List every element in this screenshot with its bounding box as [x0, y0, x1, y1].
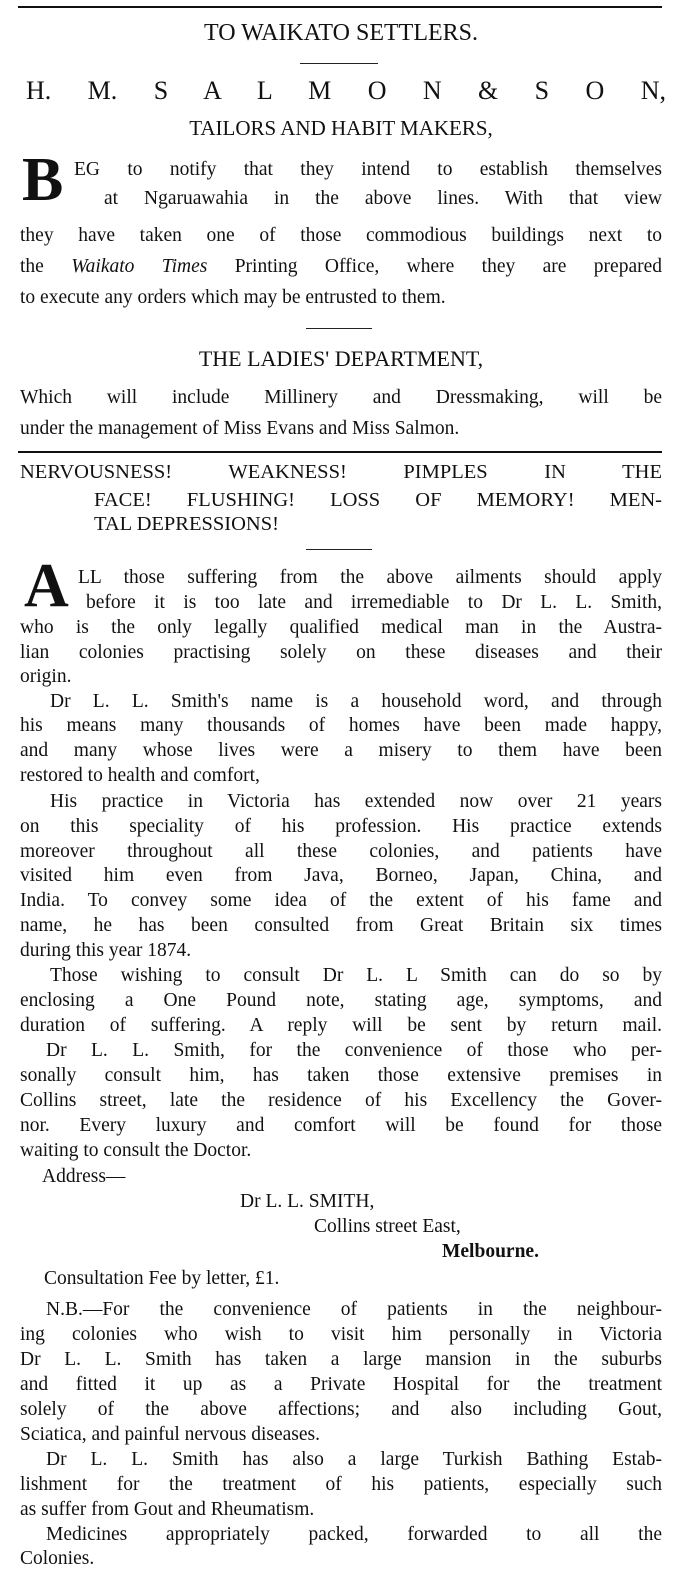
- short-divider: [300, 63, 378, 64]
- text-line: Sciatica, and painful nervous diseases.: [20, 1424, 320, 1445]
- text-line: Dr L. L. Smith has also a large Turkish Bathing Estab-: [46, 1449, 662, 1470]
- ad-header: TO WAIKATO SETTLERS.: [203, 20, 478, 46]
- text-line: Collins street, late the residence of his Excellency the Gover-: [20, 1090, 662, 1111]
- short-divider: [306, 549, 372, 550]
- text-line: origin.: [20, 666, 72, 687]
- text-line: N.B.—For the convenience of patients in the neighbour-: [46, 1299, 662, 1320]
- text-line: EG to notify that they intend to establish themselves: [74, 159, 662, 180]
- text-line: ing colonies who wish to visit him personally in Victoria: [20, 1324, 662, 1345]
- text-line: his means many thousands of homes have been made happy,: [20, 715, 662, 736]
- text-line: under the management of Miss Evans and Miss Salmon.: [20, 418, 460, 439]
- text-line: His practice in Victoria has extended now over 21 years: [50, 791, 662, 812]
- address-label: Address—: [42, 1166, 126, 1187]
- text-line: on this speciality of his profession. His practice extends: [20, 816, 662, 837]
- firm-name: H. M. S A L M O N & S O N,: [26, 76, 666, 105]
- text-line: waiting to consult the Doctor.: [20, 1140, 252, 1161]
- text-line: at Ngaruawahia in the above lines. With that view: [104, 188, 662, 209]
- text-line: Dr L. L. Smith, for the convenience of those who per-: [46, 1040, 662, 1061]
- text-line: name, he has been consulted from Great Britain six times: [20, 915, 662, 936]
- dept-heading: THE LADIES' DEPARTMENT,: [198, 346, 484, 371]
- text-line: Medicines appropriately packed, forwarded to all the: [46, 1524, 662, 1545]
- text-line: Those wishing to consult Dr L. L Smith can do so by: [50, 965, 662, 986]
- address-line: Dr L. L. SMITH,: [240, 1191, 375, 1212]
- top-rule: [18, 6, 662, 8]
- short-divider: [306, 328, 372, 329]
- consultation-fee: Consultation Fee by letter, £1.: [44, 1268, 280, 1289]
- text-line: and fitted it up as a Private Hospital for the treatment: [20, 1374, 662, 1395]
- text-line: Dr L. L. Smith's name is a household word, and through: [50, 691, 662, 712]
- text-line: enclosing a One Pound note, stating age, symptoms, and: [20, 990, 662, 1011]
- text-line: Colonies.: [20, 1548, 95, 1569]
- text-line: Which will include Millinery and Dressmaking, will be: [20, 387, 662, 408]
- text-line: duration of suffering. A reply will be sent by return mail.: [20, 1015, 662, 1036]
- text-line: to execute any orders which may be entrusted to them.: [20, 287, 446, 308]
- text-line-rest: Printing Office, where they are prepared: [234, 256, 662, 277]
- firm-trade: TAILORS AND HABIT MAKERS,: [189, 116, 493, 140]
- text-line: [20, 255, 662, 279]
- headline-line: NERVOUSNESS! WEAKNESS! PIMPLES IN THE: [20, 461, 662, 483]
- word-the: the: [20, 256, 44, 277]
- text-line: moreover throughout all these colonies, and patients have: [20, 841, 662, 862]
- address-line: Melbourne.: [442, 1241, 539, 1262]
- text-line: lishment for the treatment of his patients, especially such: [20, 1474, 662, 1495]
- text-line: who is the only legally qualified medical man in the Austra-: [20, 617, 662, 638]
- dropcap-b: B: [22, 146, 64, 214]
- text-line: India. To convey some idea of the extent of his fame and: [20, 890, 662, 911]
- text-line: before it is too late and irremediable to Dr L. L. Smith,: [86, 592, 662, 613]
- text-line: restored to health and comfort,: [20, 765, 260, 786]
- section-rule: [18, 451, 662, 453]
- text-line: nor. Every luxury and comfort will be found for those: [20, 1115, 662, 1136]
- text-line: during this year 1874.: [20, 940, 192, 961]
- text-line: they have taken one of those commodious buildings next to: [20, 225, 662, 246]
- text-line: sonally consult him, has taken those extensive premises in: [20, 1065, 662, 1086]
- newspaper-name: Waikato Times: [71, 256, 208, 277]
- text-line: LL those suffering from the above ailments should apply: [78, 567, 662, 588]
- text-line: and many whose lives were a misery to them have been: [20, 740, 662, 761]
- text-line: solely of the above affections; and also including Gout,: [20, 1399, 662, 1420]
- text-line: lian colonies practising solely on these diseases and their: [20, 642, 662, 663]
- text-line: Dr L. L. Smith has taken a large mansion in the suburbs: [20, 1349, 662, 1370]
- text-line: visited him even from Java, Borneo, Japan, China, and: [20, 865, 662, 886]
- headline-line: TAL DEPRESSIONS!: [94, 513, 279, 535]
- dropcap-a: A: [24, 552, 69, 620]
- headline-line: FACE! FLUSHING! LOSS OF MEMORY! MEN-: [94, 489, 662, 511]
- text-line: as suffer from Gout and Rheumatism.: [20, 1499, 315, 1520]
- address-line: Collins street East,: [314, 1216, 461, 1237]
